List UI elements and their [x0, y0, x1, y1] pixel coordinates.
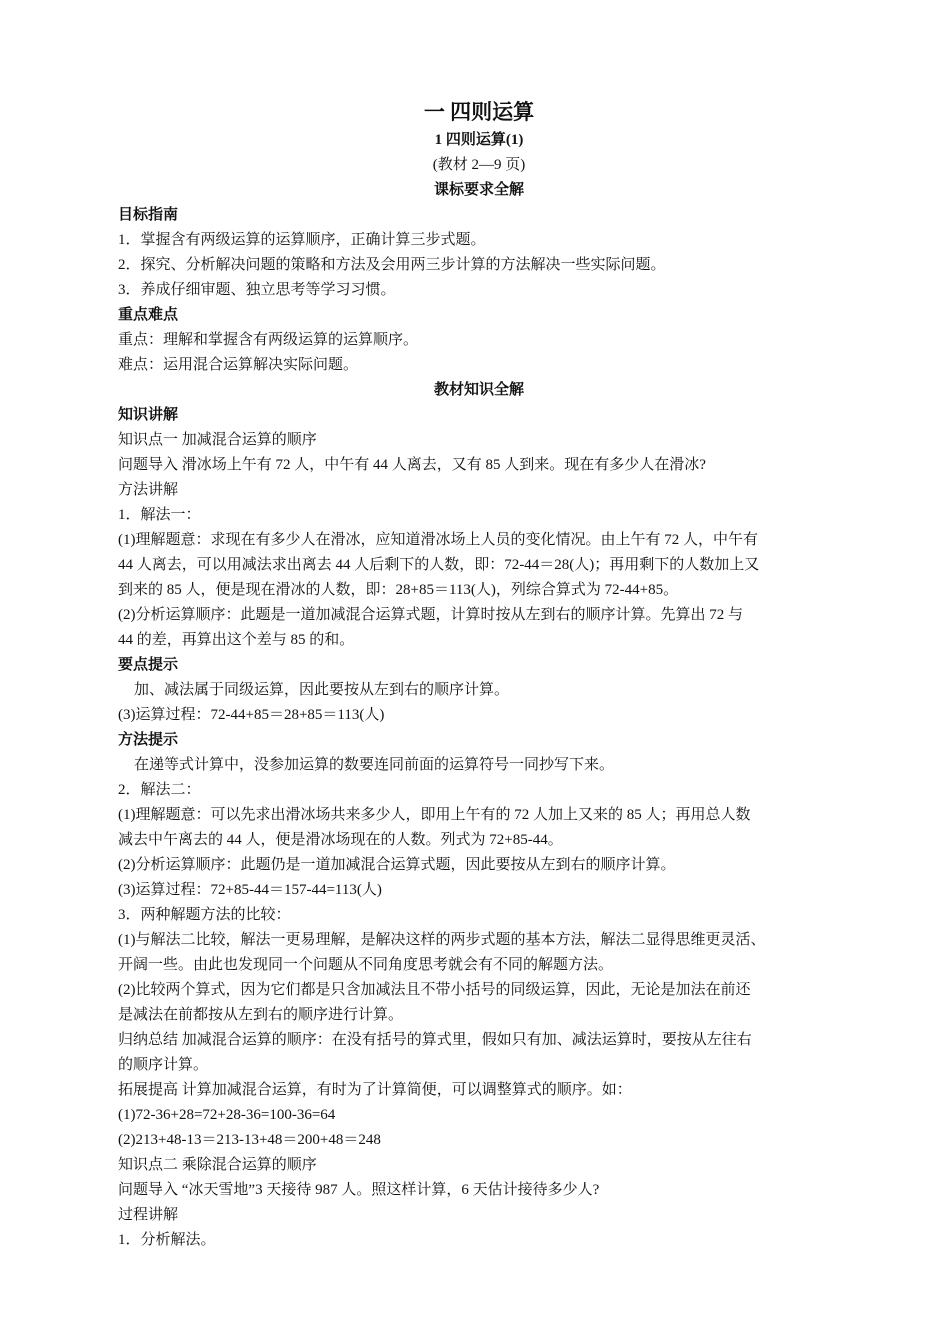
solution-2-process: (3)运算过程：72+85-44＝157-44=113(人)	[118, 882, 382, 898]
analysis-text: 1．分析解法。	[118, 1232, 216, 1248]
solution-2-order: (2)分析运算顺序：此题仍是一道加减混合运算式题，因此要按从左到右的顺序计算。	[118, 857, 676, 873]
solution-2-text: 减去中午离去的 44 人，便是滑冰场现在的人数。列式为 72+85-44。	[118, 832, 563, 848]
summary-text: 归纳总结 加减混合运算的顺序：在没有括号的算式里，假如只有加、减法运算时，要按从左往右	[118, 1032, 752, 1048]
keypoints-heading: 重点难点	[118, 307, 179, 323]
knowledge-point-1-question: 问题导入 滑冰场上午有 72 人，中午有 44 人离去，又有 85 人到来。现在有多少人在滑冰?	[118, 457, 706, 473]
compare-text: (1)与解法二比较，解法一更易理解，是解决这样的两步式题的基本方法，解法二显得思维更灵活、	[118, 932, 766, 948]
chapter-title: 一 四则运算	[423, 100, 535, 124]
tip-heading: 要点提示	[118, 657, 179, 673]
document-page	[118, 96, 840, 1253]
keypoint-text: 重点：理解和掌握含有两级运算的运算顺序。	[118, 332, 419, 348]
knowledge-point-1-title: 知识点一 加减混合运算的顺序	[118, 432, 317, 448]
summary-text: 的顺序计算。	[118, 1057, 209, 1073]
goal-item: 1．掌握含有两级运算的运算顺序，正确计算三步式题。	[118, 232, 486, 248]
compare-title: 3．两种解题方法的比较：	[118, 907, 291, 923]
compare-text: (2)比较两个算式，因为它们都是只含加减法且不带小括号的同级运算，因此，无论是加法在前还	[118, 982, 751, 998]
section-heading-knowledge: 教材知识全解	[433, 382, 524, 398]
difficulty-text: 难点：运用混合运算解决实际问题。	[118, 357, 359, 373]
knowledge-point-2-title: 知识点二 乘除混合运算的顺序	[118, 1157, 317, 1173]
goals-heading: 目标指南	[118, 207, 179, 223]
lesson-title: 1 四则运算(1)	[434, 132, 524, 148]
extension-text: 拓展提高 计算加减混合运算，有时为了计算简便，可以调整算式的顺序。如：	[118, 1082, 632, 1098]
solution-2-text: (1)理解题意：可以先求出滑冰场共来多少人，即用上午有的 72 人加上又来的 85 人；再用总人数	[118, 807, 751, 823]
goal-item: 2．探究、分析解决问题的策略和方法及会用两三步计算的方法解决一些实际问题。	[118, 257, 666, 273]
goal-item: 3．养成仔细审题、独立思考等学习习惯。	[118, 282, 396, 298]
solution-1-order: (2)分析运算顺序：此题是一道加减混合运算式题，计算时按从左到右的顺序计算。先算出 72 与	[118, 607, 743, 623]
solution-2-title: 2．解法二：	[118, 782, 201, 798]
textbook-pages: (教材 2—9 页)	[432, 157, 526, 173]
example-2: (2)213+48-13＝213-13+48＝200+48＝248	[118, 1132, 381, 1148]
method-tip-heading: 方法提示	[118, 732, 179, 748]
solution-1-text: 到来的 85 人，便是现在滑冰的人数，即：28+85＝113(人)，列综合算式为 72-44+85。	[118, 582, 679, 598]
solution-1-process: (3)运算过程：72-44+85＝28+85＝113(人)	[118, 707, 385, 723]
process-heading: 过程讲解	[118, 1207, 179, 1223]
compare-text: 是减法在前都按从左到右的顺序进行计算。	[118, 1007, 404, 1023]
method-tip-text: 在递等式计算中，没参加运算的数要连同前面的运算符号一同抄写下来。	[134, 757, 615, 773]
example-1: (1)72-36+28=72+28-36=100-36=64	[118, 1107, 336, 1123]
solution-1-text: 44 人离去，可以用减法求出离去 44 人后剩下的人数，即：72-44＝28(人)；再用剩下的人数加上又	[118, 557, 760, 573]
knowledge-heading: 知识讲解	[118, 407, 179, 423]
knowledge-point-2-question: 问题导入 “冰天雪地”3 天接待 987 人。照这样计算，6 天估计接待多少人?	[118, 1182, 600, 1198]
solution-1-order: 44 的差，再算出这个差与 85 的和。	[118, 632, 355, 648]
compare-text: 开阔一些。由此也发现同一个问题从不同角度思考就会有不同的解题方法。	[118, 957, 614, 973]
solution-1-text: (1)理解题意：求现在有多少人在滑冰，应知道滑冰场上人员的变化情况。由上午有 72 人，中午有	[118, 532, 758, 548]
section-heading-curriculum: 课标要求全解	[433, 182, 524, 198]
method-heading: 方法讲解	[118, 482, 179, 498]
solution-1-title: 1．解法一：	[118, 507, 201, 523]
tip-text: 加、减法属于同级运算，因此要按从左到右的顺序计算。	[134, 682, 510, 698]
